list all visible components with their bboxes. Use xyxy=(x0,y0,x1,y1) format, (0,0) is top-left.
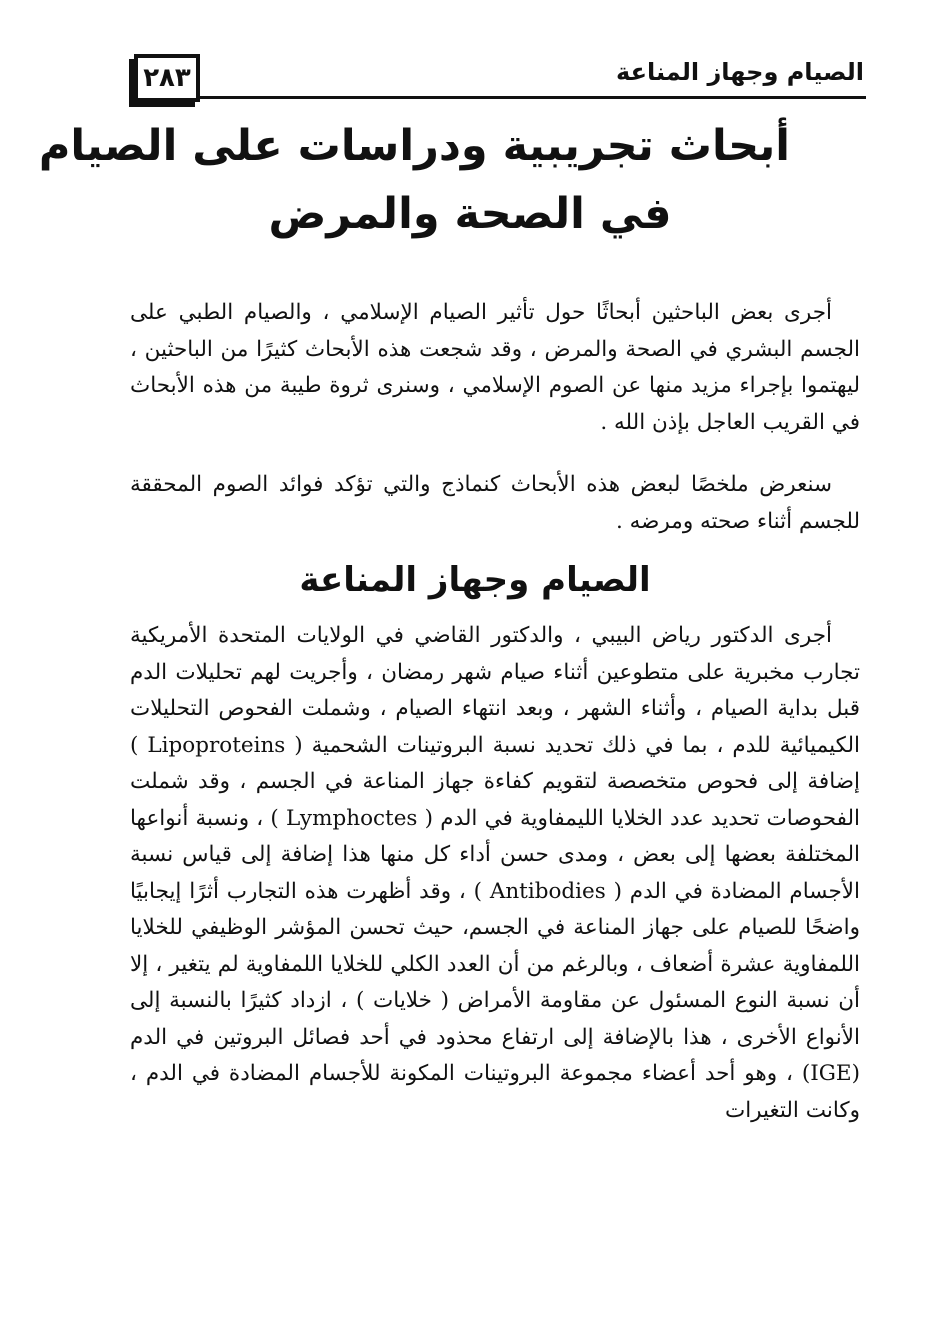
chapter-title-line-2: في الصحة والمرض xyxy=(268,189,672,239)
intro-paragraph-1 xyxy=(130,295,860,441)
chapter-title-line-1: أبحاث تجريبية ودراسات على الصيام xyxy=(38,121,790,171)
paragraph-text: أجرى بعض الباحثين أبحاثًا حول تأثير الصيام الإسلامي ، والصيام الطبي على الجسم البشري في الصحة والمرض ، وقد شجعت هذه الأبحاث كثيرًا من الباحثين ، ليهتموا بإجراء مزيد منها عن الصوم الإسلامي ، وسنرى ثروة طيبة من هذه الأبحاث في القريب العاجل بإذن الله . xyxy=(130,300,860,435)
page-header xyxy=(128,48,866,106)
running-title: الصيام وجهاز المناعة xyxy=(616,58,864,86)
header-divider xyxy=(198,96,866,99)
chapter-title xyxy=(38,112,790,248)
paragraph-text: أجرى الدكتور رياض البيبي ، والدكتور القاضي في الولايات المتحدة الأمريكية تجارب مخبرية على متطوعين أثناء صيام شهر رمضان ، وأجريت لهم تحليلات الدم قبل بداية الصيام ، وأثناء الشهر ، وبعد انتهاء الصيام ، وشملت الفحوص التحليلات الكيميائية للدم ، بما في ذلك تحديد نسبة البروتينات الشحمية ( Lipoproteins ) إضافة إلى فحوص متخصصة لتقويم كفاءة جهاز المناعة في الجسم ، وقد شملت الفحوصات تحديد عدد الخلايا الليمفاوية في الدم ( Lymphoctes ) ، ونسبة أنواعها المختلفة بعضها إلى بعض ، ومدى حسن أداء كل منها هذا إضافة إلى قياس نسبة الأجسام المضادة في الدم ( Antibodies ) ، وقد أظهرت هذه التجارب أثرًا إيجابيًا واضحًا للصيام على جهاز المناعة في الجسم، حيث تحسن المؤشر الوظيفي للخلايا اللمفاوية عشرة أضعاف ، وبالرغم من أن العدد الكلي للخلايا اللمفاوية لم يتغير ، إلا أن نسبة النوع المسئول عن مقاومة الأمراض ( خلايات ) ، ازداد كثيرًا بالنسبة إلى الأنواع الأخرى ، هذا بالإضافة إلى ارتفاع محذود في أحد فصائل البروتين في الدم (IGE) ، وهو أحد أعضاء مجموعة البروتينات المكونة للأجسام المضادة في الدم ، وكانت التغيرات xyxy=(130,623,860,1123)
paragraph-text: سنعرض ملخصًا لبعض هذه الأبحاث كنماذج والتي تؤكد فوائد الصوم المحققة للجسم أثناء صحته ومرضه . xyxy=(130,472,860,534)
intro-paragraph-2 xyxy=(130,467,860,540)
section-body xyxy=(130,618,860,1129)
page-number: ٢٨٣ xyxy=(134,54,200,102)
section-heading: الصيام وجهاز المناعة xyxy=(299,560,651,600)
